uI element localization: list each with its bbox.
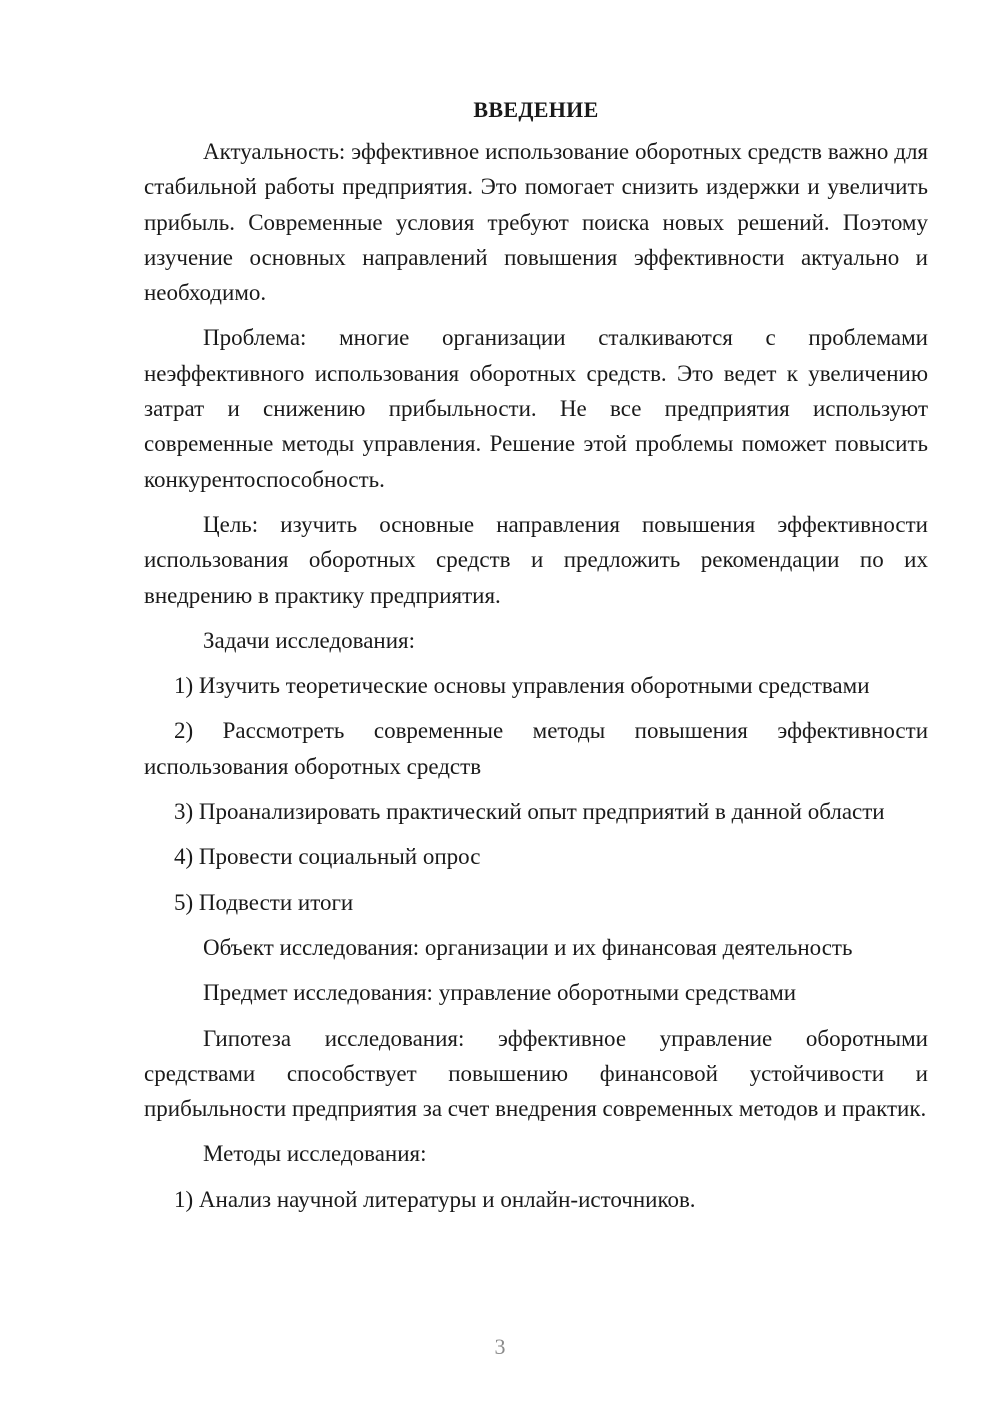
goal-paragraph: Цель: изучить основные направления повышения эффективности использования оборотных средств и предложить рекомендации по их внедрению в практику предприятия. xyxy=(144,511,928,608)
task-item: 3) Проанализировать практический опыт предприятий в данной области xyxy=(174,799,885,825)
method-item: 1) Анализ научной литературы и онлайн-источников. xyxy=(174,1186,696,1212)
subject-paragraph: Предмет исследования: управление оборотными средствами xyxy=(203,980,797,1006)
hypothesis-paragraph: Гипотеза исследования: эффективное управление оборотными средствами способствует повышению финансовой устойчивости и прибыльности предприятия за счет внедрения современных методов и практик. xyxy=(144,1025,928,1122)
task-item: 1) Изучить теоретические основы управления оборотными средствами xyxy=(174,673,870,699)
relevance-paragraph: Актуальность: эффективное использование оборотных средств важно для стабильной работы предприятия. Это помогает снизить издержки и увеличить прибыль. Современные условия требуют поиска новых решений. Поэтому изучение основных направлений повышения эффективности актуально и необходимо. xyxy=(144,139,928,306)
object-paragraph: Объект исследования: организации и их финансовая деятельность xyxy=(203,934,853,960)
task-item: 5) Подвести итоги xyxy=(174,889,354,915)
section-title: ВВЕДЕНИЕ xyxy=(473,97,599,122)
task-item: 4) Провести социальный опрос xyxy=(174,844,481,870)
tasks-heading: Задачи исследования: xyxy=(203,627,416,653)
problem-paragraph: Проблема: многие организации сталкиваются с проблемами неэффективного использования оборотных средств. Это ведет к увеличению затрат и снижению прибыльности. Не все предприятия используют современные методы управления. Решение этой проблемы поможет повысить конкурентоспособность. xyxy=(144,325,928,492)
task-item: 2) Рассмотреть современные методы повышения эффективности использования оборотных средств xyxy=(144,718,928,779)
document-page xyxy=(144,92,928,1227)
methods-heading: Методы исследования: xyxy=(203,1141,427,1167)
page-number: 3 xyxy=(494,1334,506,1359)
